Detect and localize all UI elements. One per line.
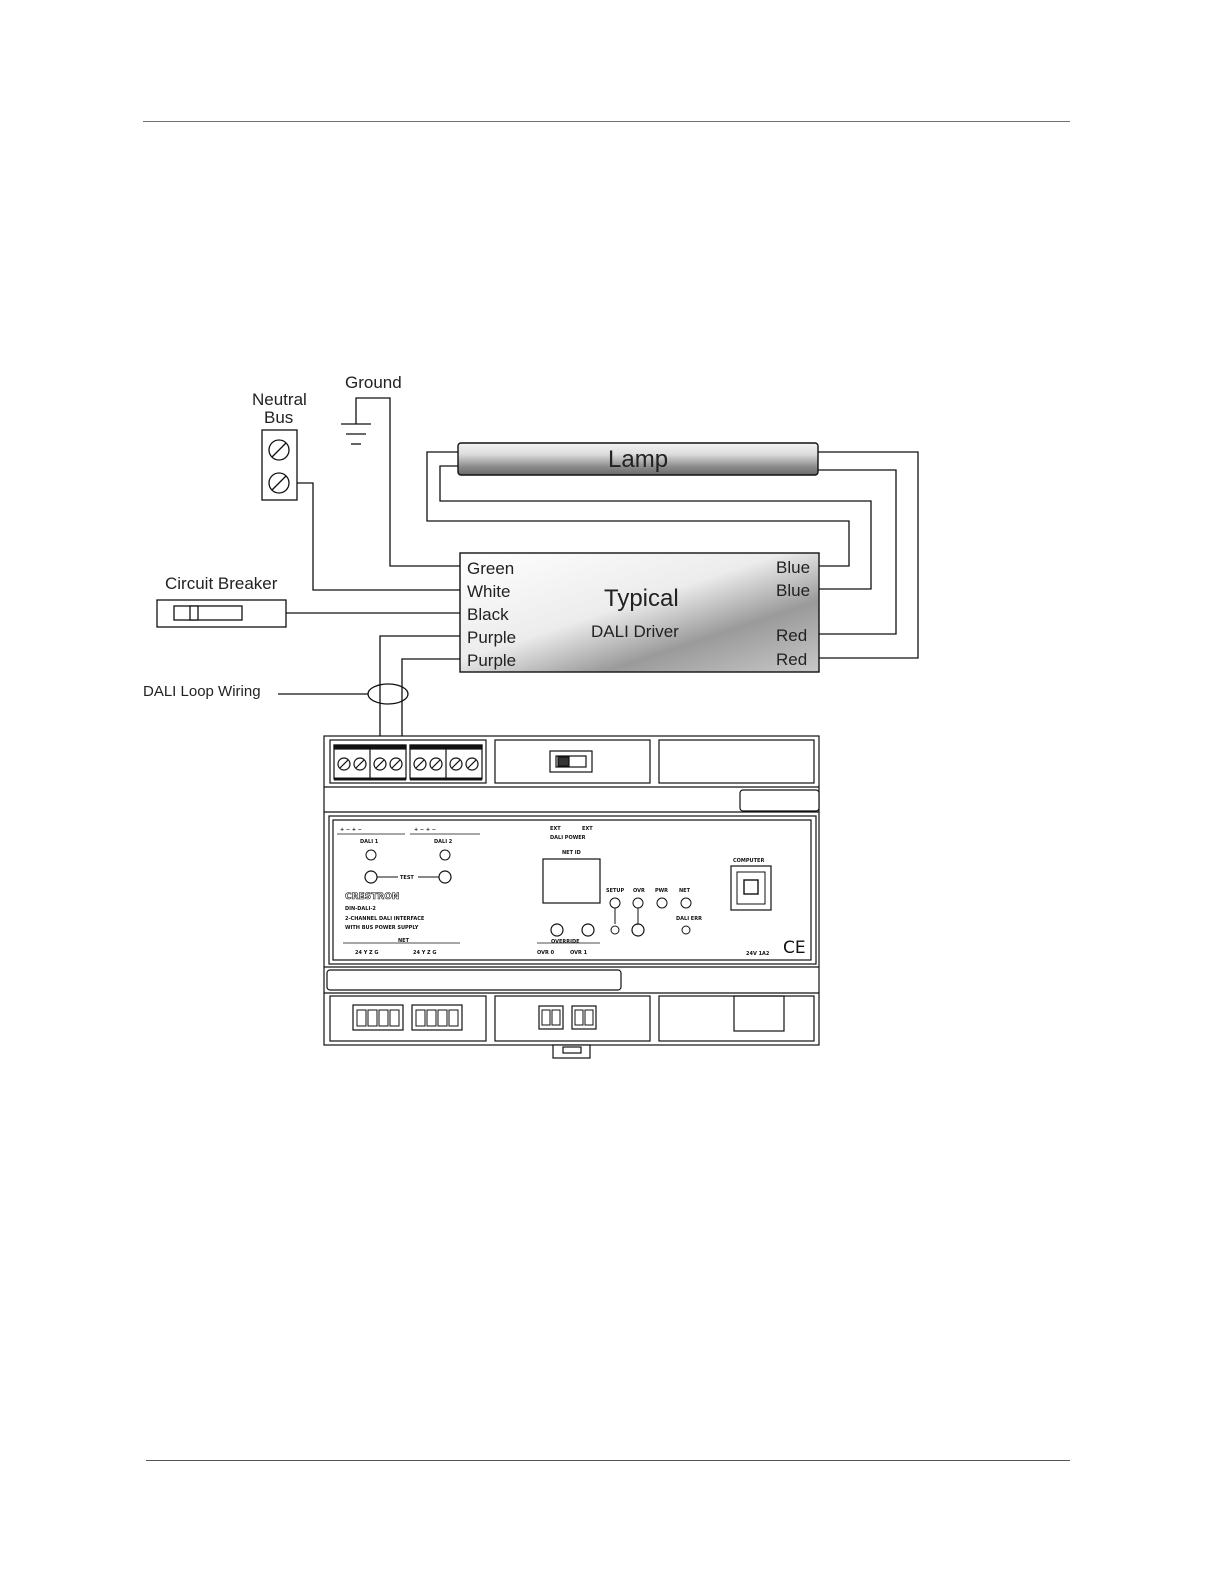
neutral-bus-label-1: Neutral [252, 390, 307, 409]
net-id-display [543, 859, 600, 903]
ground-label: Ground [345, 373, 402, 392]
ovr-label: OVR [633, 888, 645, 894]
override-caption: OVERRIDE [551, 939, 580, 945]
dali-power-label: DALI POWER [550, 835, 586, 841]
setup-label: SETUP [606, 888, 625, 894]
dali2-led [440, 850, 450, 860]
terminal-red-1: Red [776, 626, 808, 645]
dali-err-led [682, 926, 690, 934]
ground-symbol [341, 424, 371, 444]
dali-driver [460, 553, 819, 672]
lamp-label: Lamp [608, 446, 669, 473]
neutral-bus-label-2: Bus [264, 408, 294, 427]
test-button-2[interactable] [439, 871, 451, 883]
net-led-label: NET [679, 888, 691, 894]
terminal-blue-2: Blue [776, 581, 811, 600]
circuit-breaker [157, 600, 286, 627]
desc-line1: 2-CHANNEL DALI INTERFACE [345, 916, 425, 922]
purple-wire-1 [380, 636, 462, 740]
test-button-1[interactable] [365, 871, 377, 883]
neutral-wire [297, 483, 462, 590]
dali1-label: DALI 1 [360, 839, 379, 845]
neutral-bus-block [262, 430, 297, 500]
setup-button[interactable] [611, 926, 619, 934]
terminal-black: Black [467, 605, 509, 624]
terminal-purple-2: Purple [467, 651, 517, 670]
lamp [458, 443, 818, 475]
test-label: TEST [400, 875, 414, 881]
terminal-blue-1: Blue [776, 558, 811, 577]
ext-right-label: EXT [582, 826, 593, 832]
net-pins-right: 24 Y Z G [413, 950, 437, 956]
terminal-purple-1: Purple [467, 628, 517, 647]
driver-title: Typical [604, 585, 679, 612]
model-label: DIN-DALI-2 [345, 906, 376, 912]
circuit-breaker-label: Circuit Breaker [165, 574, 278, 593]
ext-left-label: EXT [550, 826, 561, 832]
ground-wire [356, 398, 462, 566]
dali2-label: DALI 2 [434, 839, 453, 845]
terminal-red-2: Red [776, 650, 808, 669]
dali-loop-label: DALI Loop Wiring [143, 683, 261, 700]
net-id-label: NET ID [562, 850, 581, 856]
setup-led [610, 898, 620, 908]
dali-err-label: DALI ERR [676, 916, 702, 922]
purple-wire-2 [402, 659, 462, 740]
pwr-led [657, 898, 667, 908]
footer-rule [146, 1460, 1070, 1461]
ovr-button[interactable] [632, 924, 644, 936]
net-led [681, 898, 691, 908]
net-pins-left: 24 Y Z G [355, 950, 379, 956]
rating-label: 24V 1A2 [746, 951, 770, 957]
ovr0-label: OVR 0 [537, 950, 555, 956]
driver-subtitle: DALI Driver [591, 622, 679, 641]
ovr-led [633, 898, 643, 908]
ce-mark: CE [783, 938, 806, 958]
lamp-right-outer [818, 452, 918, 658]
computer-label: COMPUTER [733, 858, 765, 864]
ovr1-button[interactable] [582, 924, 594, 936]
svg-text:+ − + −: + − + − [414, 827, 436, 833]
terminal-green: Green [467, 559, 515, 578]
ovr0-button[interactable] [551, 924, 563, 936]
dali1-led [366, 850, 376, 860]
pwr-label: PWR [655, 888, 669, 894]
net-caption: NET [398, 938, 410, 944]
terminal-white: White [467, 582, 511, 601]
desc-line2: WITH BUS POWER SUPPLY [345, 925, 419, 931]
svg-text:+ − + −: + − + − [340, 827, 362, 833]
ovr1-label: OVR 1 [570, 950, 588, 956]
lamp-right-inner [818, 470, 896, 634]
brand-label: CRESTRON [345, 892, 400, 902]
